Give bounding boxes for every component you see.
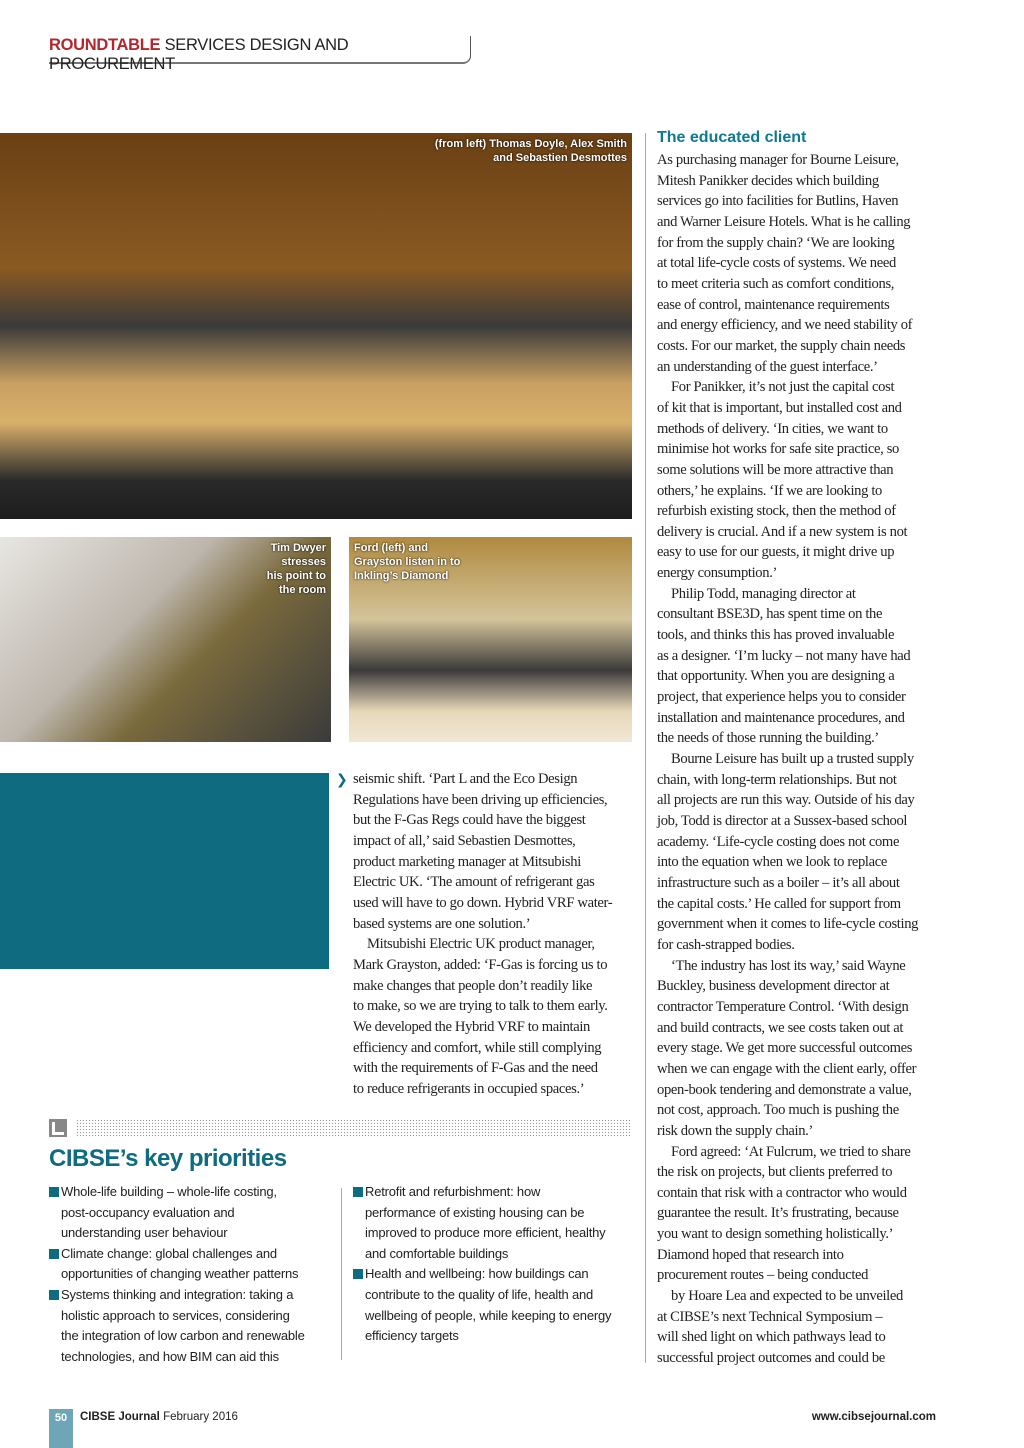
priority-line: Retrofit and refurbishment: how [365,1184,541,1199]
text-line: the needs of those running the building.’ [657,730,879,747]
text-line: delivery is crucial. And if a new system is not [657,523,908,540]
section-header [49,36,471,73]
text-line: guarantee the result. It’s frustrating, because [657,1205,899,1222]
priority-line: improved to produce more efficient, healthy [365,1225,606,1241]
text-line: all projects are run this way. Outside of his day [657,792,915,809]
text-line: by Hoare Lea and expected to be unveiled [671,1288,903,1305]
priority-line: Whole-life building – whole-life costing, [61,1184,277,1199]
right-column-text [657,150,918,1369]
text-line: For Panikker, it’s not just the capital cost [671,379,895,396]
text-line: Buckley, business development director at [657,978,890,995]
priority-line: Climate change: global challenges and [61,1245,277,1261]
text-line: contractor Temperature Control. ‘With design [657,998,909,1015]
text-line: chain, with long-term relationships. But not [657,771,897,788]
text-line: but the F-Gas Regs could have the biggest [353,812,586,829]
text-line: Mitesh Panikker decides which building [657,172,879,189]
text-line: successful project outcomes and could be [657,1350,885,1367]
text-line: energy consumption.’ [657,565,777,582]
priorities-list-left [49,1182,305,1367]
text-line: product marketing manager at Mitsubishi [353,853,581,870]
priority-line: contribute to the quality of life, health and [365,1286,594,1302]
text-line: We developed the Hybrid VRF to maintain [353,1018,591,1035]
priority-line: understanding user behaviour [61,1225,228,1241]
text-line: academy. ‘Life-cycle costing does not come [657,833,900,850]
text-line: minimise hot works for safe site practice, so [657,441,900,458]
text-line: every stage. We get more successful outcomes [657,1040,913,1057]
text-line: open-book tendering and demonstrate a value, [657,1081,912,1098]
text-line: contain that risk with a contractor who would [657,1184,907,1201]
text-line: services go into facilities for Butlins, Haven [657,193,899,210]
photo-roundtable-panel [0,133,632,519]
priority-line: wellbeing of people, while keeping to energy [365,1307,612,1323]
priority-line: technologies, and how BIM can aid this [61,1348,279,1364]
text-line: Electric UK. ‘The amount of refrigerant gas [353,874,595,891]
priority-line: performance of existing housing can be [365,1204,585,1220]
text-line: for cash-strapped bodies. [657,936,795,953]
text-line: that opportunity. When you are designing a [657,668,895,685]
text-line: Mark Grayston, added: ‘F-Gas is forcing us to [353,956,608,973]
priorities-list-right [353,1182,611,1347]
text-line: to make, so we are trying to talk to them early. [353,998,608,1015]
text-line: infrastructure such as a boiler – it’s all about [657,874,900,891]
text-line: based systems are one solution.’ [353,915,531,932]
priority-line: Systems thinking and integration: taking a [61,1286,294,1302]
subheading-educated-client: The educated client [657,129,807,146]
text-line: Diamond hoped that research into [657,1246,844,1263]
column-divider [645,133,646,1363]
text-line: and energy efficiency, and we need stability of [657,317,913,334]
text-line: to meet criteria such as comfort conditions, [657,275,895,292]
text-line: Regulations have been driving up efficiencies, [353,791,608,808]
priority-item [353,1182,611,1264]
dotted-rule [76,1119,632,1138]
text-line: installation and maintenance procedures, and [657,709,905,726]
footer-publication: CIBSE Journal February 2016 [80,1411,238,1423]
text-line: consultant BSE3D, has spent time on the [657,606,883,623]
text-line: Bourne Leisure has built up a trusted supply [671,751,914,768]
text-line: for from the supply chain? ‘We are looking [657,234,895,251]
text-line: of kit that is important, but installed cost and [657,399,902,416]
text-line: job, Todd is director at a Sussex-based school [657,813,908,829]
text-line: you want to design something holistically.’ [657,1226,894,1243]
text-line: ease of control, maintenance requirements [657,296,890,313]
priority-line: efficiency targets [365,1328,459,1344]
text-line: at total life-cycle costs of systems. We need [657,255,896,272]
text-line: as a designer. ‘I’m lucky – not many have had [657,647,911,664]
box-corner-icon [49,1119,67,1137]
text-line: impact of all,’ said Sebastien Desmottes, [353,832,576,849]
text-line: when we can engage with the client early, offer [657,1060,917,1077]
priority-line: the integration of low carbon and renewable [61,1328,305,1344]
text-line: into the equation when we look to replace [657,854,888,871]
text-line: others,’ he explains. ‘If we are looking to [657,482,882,499]
priority-item [49,1182,305,1244]
text-line: the capital costs.’ He called for support from [657,895,901,912]
priority-item [353,1264,611,1346]
continuation-arrow-icon: ❯ [336,772,348,788]
priority-item [49,1244,305,1285]
text-line: and build contracts, we see costs taken out at [657,1019,904,1036]
text-line: government when it comes to life-cycle costing [657,916,919,933]
text-line: at CIBSE’s next Technical Symposium – [657,1308,883,1325]
page-number: 50 [49,1409,73,1448]
priorities-title: CIBSE’s key priorities [49,1145,287,1172]
text-line: tools, and thinks this has proved invaluable [657,627,895,644]
section-title: SERVICES DESIGN AND PROCUREMENT [49,36,349,73]
text-line: ‘The industry has lost its way,’ said Wayne [671,957,906,974]
text-line: make changes that people don’t readily like [353,977,593,994]
text-line: the risk on projects, but clients preferred to [657,1164,893,1181]
priority-line: and comfortable buildings [365,1245,509,1261]
priority-line: holistic approach to services, considering [61,1307,290,1323]
text-line: not cost, approach. Too much is pushing the [657,1102,899,1119]
text-line: Mitsubishi Electric UK product manager, [367,936,595,953]
text-line: Ford agreed: ‘At Fulcrum, we tried to share [671,1143,911,1160]
priority-line: post-occupancy evaluation and [61,1204,235,1220]
priority-line: Health and wellbeing: how buildings can [365,1266,589,1282]
caption-right: Ford (left) and Grayston listen in to Inkling’s Diamond [354,542,461,582]
text-line: easy to use for our guests, it might drive up [657,544,895,561]
priority-line: opportunities of changing weather patterns [61,1266,299,1282]
text-line: an understanding of the guest interface.’ [657,358,878,375]
text-line: and Warner Leisure Hotels. What is he calling [657,213,911,230]
caption-top: (from left) Thomas Doyle, Alex Smith and Sebastien Desmottes [434,138,627,164]
middle-column-text [353,769,612,1100]
text-line: refurbish existing stock, then the method of [657,503,896,520]
text-line: risk down the supply chain.’ [657,1122,813,1139]
text-line: some solutions will be more attractive than [657,461,894,478]
priority-item [49,1285,305,1367]
pull-quote-box [0,773,329,969]
text-line: used will have to go down. Hybrid VRF water- [353,894,613,911]
section-label: ROUNDTABLE [49,36,161,54]
caption-left: Tim Dwyer stresses his point to the room [266,542,326,596]
text-line: procurement routes – being conducted [657,1267,869,1284]
priorities-divider [341,1188,342,1360]
text-line: Philip Todd, managing director at [671,585,856,602]
text-line: project, that experience helps you to consider [657,689,906,706]
text-line: efficiency and comfort, while still complying [353,1039,602,1056]
text-line: costs. For our market, the supply chain needs [657,337,906,354]
text-line: methods of delivery. ‘In cities, we want to [657,420,888,437]
text-line: seismic shift. ‘Part L and the Eco Design [353,771,578,787]
footer-url[interactable]: www.cibsejournal.com [811,1411,936,1423]
text-line: to reduce refrigerants in occupied spaces.’ [353,1080,585,1097]
text-line: As purchasing manager for Bourne Leisure, [657,152,899,168]
text-line: with the requirements of F-Gas and the need [353,1060,598,1077]
text-line: will shed light on which pathways lead to [657,1329,886,1346]
